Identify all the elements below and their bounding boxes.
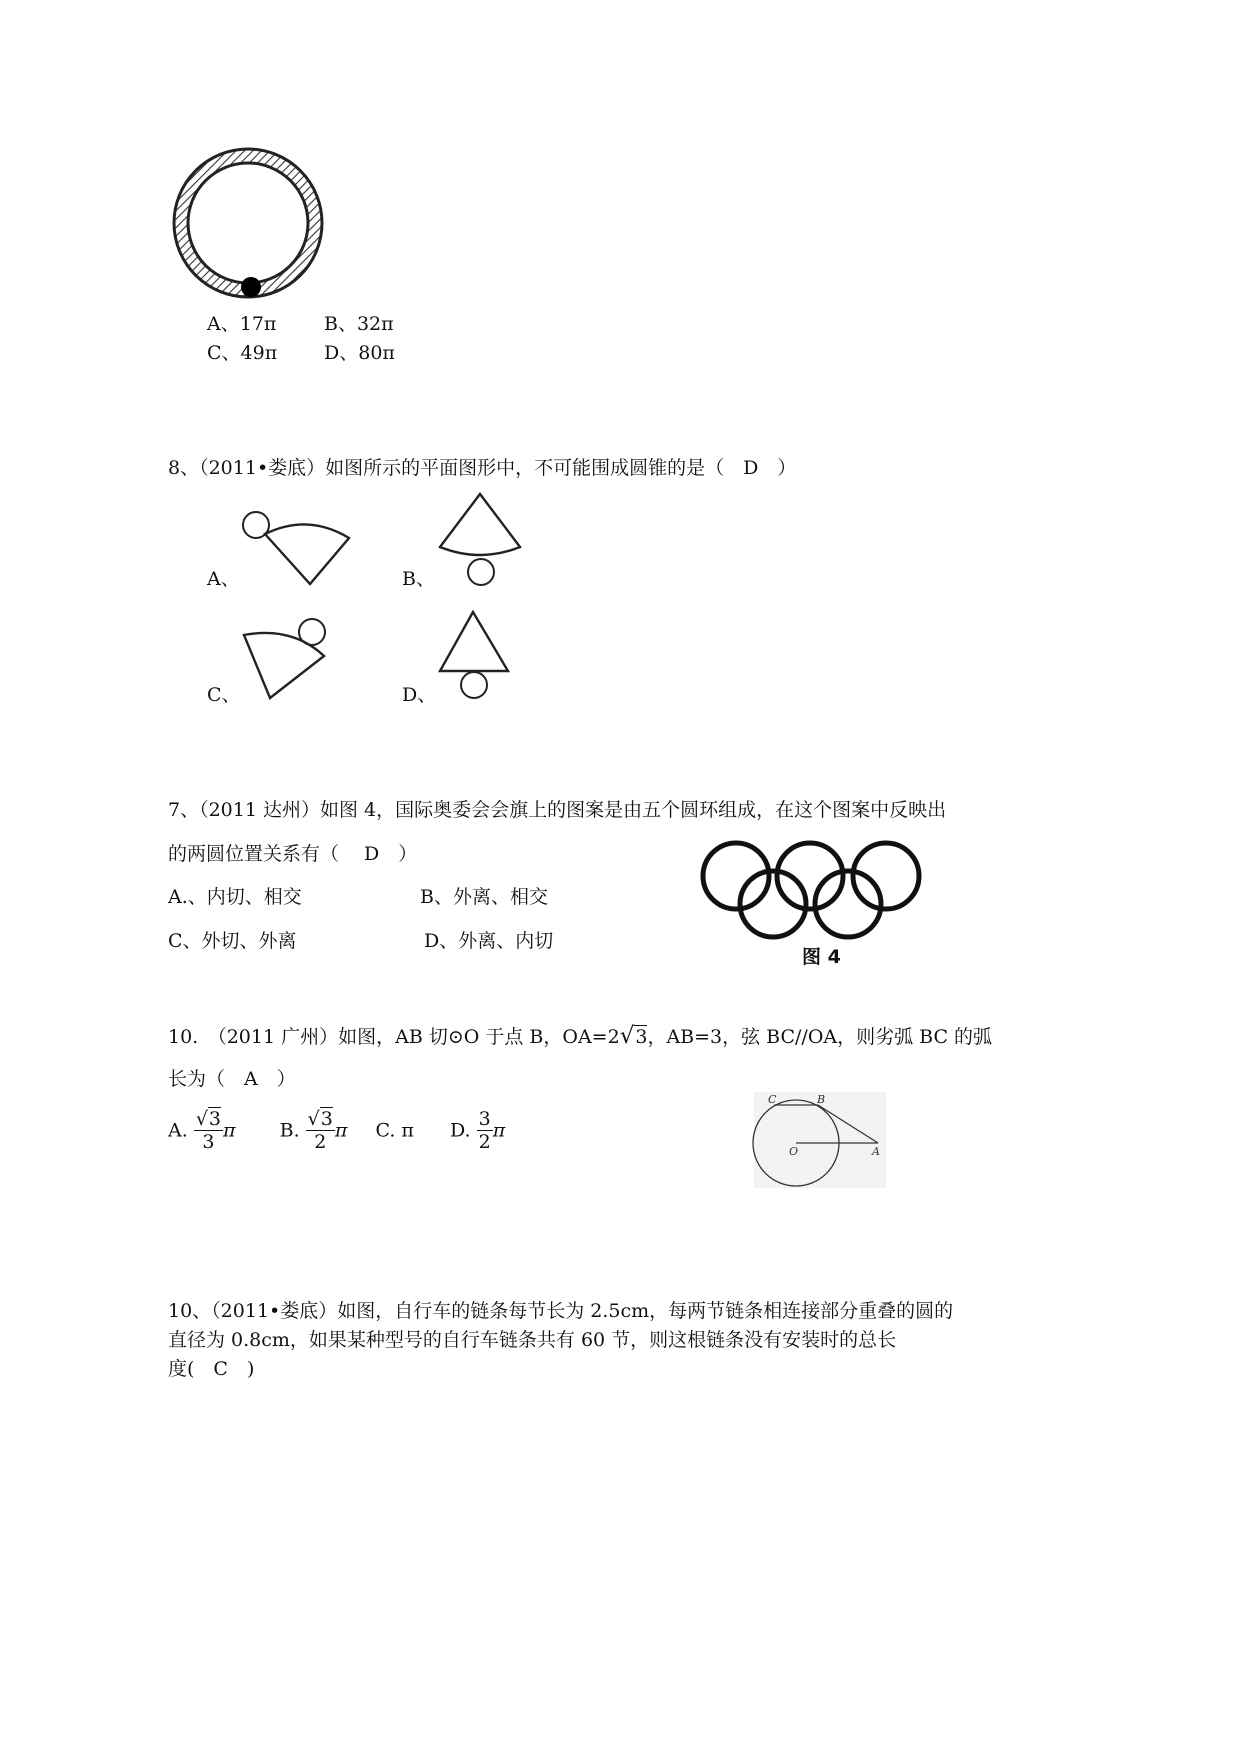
q7-option-c: C、外切、外离	[168, 930, 297, 952]
q10a-option-b-fraction: $\frac{√3}{2}$	[307, 1108, 333, 1153]
q10a-option-a-label: A.	[168, 1119, 188, 1142]
option-c-ring: C、49π	[207, 342, 278, 364]
q10a-option-d-label: D.	[450, 1119, 471, 1142]
q10a-option-a-fraction: $\frac{√3}{3}$	[195, 1108, 222, 1153]
question-10b-line-1: 10、（2011•娄底）如图，自行车的链条每节长为 2.5cm，每两节链条相连接部分重叠的圆的	[168, 1300, 954, 1322]
q8-option-c-label: C、	[207, 684, 241, 706]
question-7-line-1: 7、（2011 达州）如图 4，国际奥委会会旗上的图案是由五个圆环组成，在这个图案中反映出	[168, 799, 947, 821]
q7-option-a: A.、内切、相交	[168, 886, 302, 908]
question-8-text: 8、（2011•娄底）如图所示的平面图形中，不可能围成圆锥的是（ D ）	[168, 457, 797, 479]
fig-label-o: O	[789, 1145, 799, 1158]
fig-label-a: A	[872, 1145, 880, 1158]
question-10b-line-2: 直径为 0.8cm，如果某种型号的自行车链条共有 60 节，则这根链条没有安装时的总长	[168, 1329, 897, 1351]
question-10b-line-3: 度( C )	[168, 1358, 255, 1380]
shaded-ring-figure	[170, 148, 330, 308]
q10a-option-d-fraction: $\frac{3}{2}$	[478, 1108, 491, 1153]
q8-option-b-label: B、	[402, 568, 435, 590]
tangent-circle-figure	[754, 1092, 886, 1188]
option-b-ring: B、32π	[324, 313, 394, 335]
option-a-ring: A、17π	[207, 313, 277, 335]
question-10a-line-1: 10. （2011 广州）如图，AB 切⊙O 于点 B，OA=2√3，AB=3，弦 BC//OA，则劣弧 BC 的弧	[168, 1023, 993, 1049]
question-7-line-2: 的两圆位置关系有（ D ）	[168, 843, 418, 865]
question-10a-line-2: 长为（ A ）	[168, 1068, 296, 1090]
q8-figure-c	[240, 614, 335, 704]
q7-option-b: B、外离、相交	[420, 886, 548, 908]
q10a-option-c: C. π	[375, 1119, 414, 1142]
q8-figure-a	[240, 508, 355, 588]
q10a-option-b-label: B.	[279, 1119, 300, 1142]
q8-option-a-label: A、	[207, 568, 240, 590]
fig-label-c: C	[768, 1093, 777, 1106]
q8-figure-d	[436, 608, 516, 703]
q8-option-d-label: D、	[402, 684, 437, 706]
q8-figure-b	[434, 490, 529, 590]
q10a-options: A. $\frac{√3}{3}$ π B. $\frac{√3}{2}$ π C. π D. $\frac{3}{2}$ π	[168, 1108, 506, 1153]
fig-label-b: B	[817, 1093, 826, 1106]
figure-4-caption: 图 4	[802, 946, 841, 968]
olympic-rings-figure	[698, 838, 930, 943]
q7-option-d: D、外离、内切	[424, 930, 554, 952]
option-d-ring: D、80π	[324, 342, 395, 364]
